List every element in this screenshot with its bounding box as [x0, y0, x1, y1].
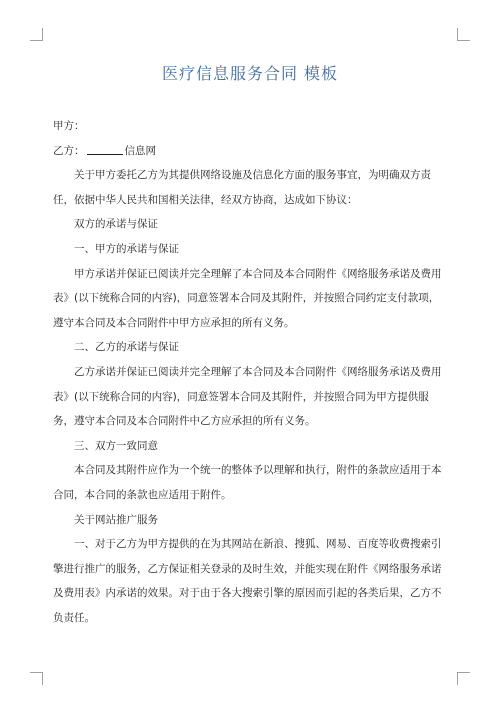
crop-mark-bottom-right	[457, 672, 470, 685]
mutual-agreement-heading: 三、双方一致同意	[74, 439, 158, 452]
party-b-suffix: 信息网	[124, 144, 156, 157]
party-b-line	[53, 139, 445, 164]
document-body	[53, 114, 445, 630]
party-a-line	[53, 114, 445, 139]
crop-mark-bottom-left	[30, 672, 43, 685]
section-heading-commitments: 双方的承诺与保证	[74, 218, 158, 231]
party-a-label: 甲方：	[53, 120, 85, 132]
crop-mark-top-left	[30, 28, 43, 41]
promotion-text: 一、对于乙方为甲方提供的在为其网站在新浪、搜狐、网易、百度等收费搜索引擎进行推广的服务，乙方保证相关登录的及时生效，并能实现在附件《网络服务承诺及费用表》内承诺的效果。对于由于各大搜索引擎的原因而引起的各类后果，乙方不负责任。	[53, 538, 442, 624]
party-b-blank	[87, 143, 123, 155]
mutual-agreement-text: 本合同及其附件应作为一个统一的整体予以理解和执行，附件的条款应适用于本合同，本合同的条款也应适用于附件。	[53, 464, 442, 501]
party-b-label: 乙方：	[53, 144, 85, 157]
party-a-commitment-heading: 一、甲方的承诺与保证	[74, 242, 179, 255]
crop-mark-top-right	[457, 28, 470, 41]
document-title: 医疗信息服务合同 模板	[161, 64, 339, 83]
party-a-commitment-text: 甲方承诺并保证已阅读并完全理解了本合同及本合同附件《网络服务承诺及费用表》(以下统称合同的内容)，同意签署本合同及其附件，并按照合同约定支付款项，遵守本合同及本合同附件中甲方应承担的所有义务。	[53, 267, 442, 329]
party-b-commitment-text: 乙方承诺并保证已阅读并完全理解了本合同及本合同附件《网络服务承诺及费用表》(以下统称合同的内容)，同意签署本合同及其附件，并按照合同为甲方提供服务，遵守本合同及本合同附件中乙方应承担的所有义务。	[53, 365, 442, 428]
section-heading-promotion: 关于网站推广服务	[74, 513, 158, 526]
intro-paragraph: 关于甲方委托乙方为其提供网络设施及信息化方面的服务事宜，为明确双方责任，依据中华人民共和国相关法律，经双方协商，达成如下协议：	[53, 169, 431, 206]
party-b-commitment-heading: 二、乙方的承诺与保证	[74, 341, 179, 354]
